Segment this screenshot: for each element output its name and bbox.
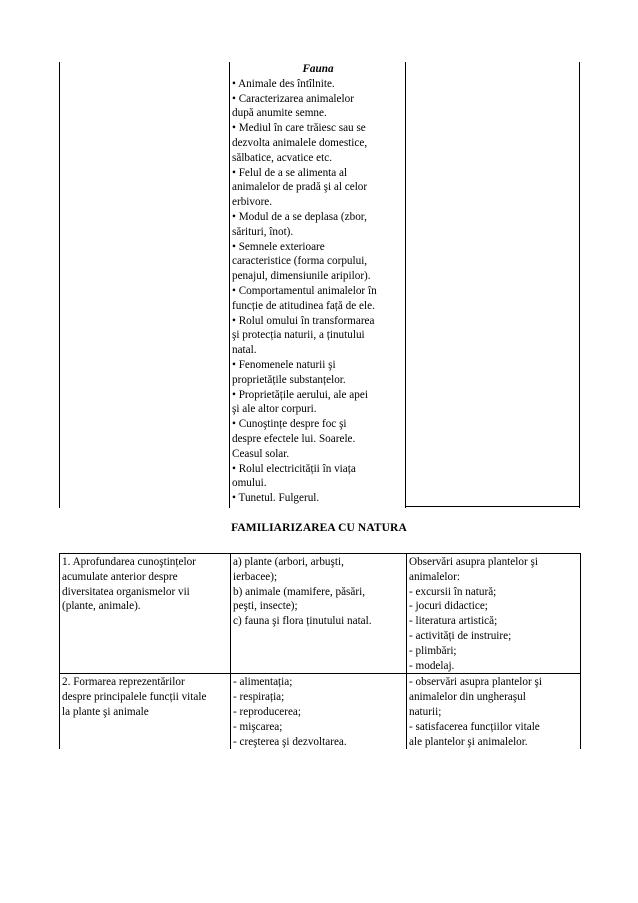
- table-cell-col3: [407, 674, 581, 749]
- cell-line: ale plantelor şi animalelor.: [409, 735, 528, 748]
- fauna-list-line: funcție de atitudinea față de ele.: [232, 299, 375, 312]
- fauna-list-line: dezvolta animalele domestice,: [232, 136, 368, 149]
- fauna-list-line: Ceasul solar.: [232, 447, 290, 460]
- cell-line: - reproducerea;: [233, 705, 302, 718]
- fauna-list-line: animalelor de pradă şi al celor: [232, 181, 368, 194]
- cell-lines: [233, 675, 404, 749]
- cell-line: (plante, animale).: [62, 600, 141, 613]
- fauna-list-line: proprietățile substanțelor.: [232, 373, 346, 386]
- cell-line: naturii;: [409, 705, 442, 718]
- fauna-list-line: • Mediul în care trăiesc sau se: [232, 122, 366, 135]
- fauna-list-line: erbivore.: [232, 196, 273, 209]
- cell-line: a) plante (arbori, arbuşti,: [233, 556, 344, 568]
- table-cell-col3: [407, 554, 581, 674]
- table-cell-col1: [60, 554, 231, 674]
- cell-line: - modelaj.: [409, 659, 455, 672]
- fauna-cell: [232, 62, 404, 506]
- fauna-heading: Fauna: [302, 63, 334, 75]
- fauna-list-line: • Tunetul. Fulgerul.: [232, 492, 320, 505]
- fauna-list-line: • Comportamentul animalelor în: [232, 284, 377, 297]
- cell-line: - literatura artistică;: [409, 615, 498, 628]
- fauna-table-fragment: [59, 62, 580, 508]
- fauna-list-line: • Rolul omului în transformarea: [232, 314, 375, 327]
- fauna-list-line: • Cunoştințe despre foc şi: [232, 418, 347, 431]
- section-title: FAMILIARIZAREA CU NATURA: [231, 522, 407, 534]
- cell-line: despre principalele funcții vitale: [62, 691, 207, 704]
- fauna-list-line: despre efectele lui. Soarele.: [232, 432, 356, 445]
- table-cell-bottom-border: [405, 506, 579, 508]
- fauna-list-line: şi protecția naturii, a ținutului: [232, 329, 365, 342]
- cell-line: - jocuri didactice;: [409, 600, 488, 613]
- cell-lines: [62, 555, 228, 614]
- cell-line: b) animale (mamifere, păsări,: [233, 585, 366, 598]
- table-row: [60, 554, 581, 674]
- cell-line: peşti, insecte);: [233, 600, 298, 613]
- table-border-col2: [229, 62, 230, 508]
- fauna-list-line: • Felul de a se alimenta al: [232, 166, 348, 179]
- fauna-list-line: • Rolul electricității în viața: [232, 462, 356, 475]
- fauna-list-line: sărituri, înot).: [232, 225, 294, 238]
- cell-line: Observări asupra plantelor şi: [409, 556, 538, 568]
- cell-line: diversitatea organismelor vii: [62, 585, 190, 598]
- fauna-list: [232, 77, 404, 506]
- fauna-list-line: • Fenomenele naturii şi: [232, 358, 336, 371]
- fauna-list-line: omului.: [232, 477, 267, 490]
- cell-lines: [233, 555, 404, 629]
- cell-line: - satisfacerea funcțiilor vitale: [409, 720, 540, 733]
- fauna-list-line: sălbatice, acvatice etc.: [232, 151, 332, 164]
- cell-line: animalelor:: [409, 570, 460, 583]
- fauna-list-line: şi ale altor corpuri.: [232, 403, 317, 416]
- cell-lines: [62, 675, 228, 719]
- cell-line: - activități de instruire;: [409, 629, 512, 642]
- cell-line: 2. Formarea reprezentărilor: [62, 676, 185, 689]
- table-border-left: [59, 62, 60, 508]
- fauna-list-line: caracteristice (forma corpului,: [232, 255, 368, 268]
- fauna-list-line: după anumite semne.: [232, 107, 327, 120]
- cell-line: - observări asupra plantelor şi: [409, 676, 542, 689]
- table-border-right: [579, 62, 580, 508]
- cell-line: - mişcarea;: [233, 720, 283, 733]
- cell-line: la plante şi animale: [62, 705, 149, 718]
- cell-line: ierbacee);: [233, 570, 278, 583]
- cell-line: - respirația;: [233, 691, 285, 704]
- table-cell-col2: [231, 674, 407, 749]
- curriculum-table: [59, 553, 581, 749]
- fauna-list-line: • Modul de a se deplasa (zbor,: [232, 210, 367, 223]
- fauna-list-line: • Caracterizarea animalelor: [232, 92, 354, 105]
- fauna-list-line: • Proprietățile aerului, ale apei: [232, 388, 368, 401]
- table-cell-col1: [60, 674, 231, 749]
- fauna-list-line: • Animale des întîlnite.: [232, 77, 335, 90]
- cell-line: acumulate anterior despre: [62, 570, 178, 583]
- fauna-list-line: • Semnele exterioare: [232, 240, 325, 253]
- cell-lines: [409, 555, 578, 673]
- table-border-col3: [405, 62, 406, 508]
- fauna-list-line: penajul, dimensiunile aripilor).: [232, 270, 371, 283]
- table-row: [60, 674, 581, 749]
- table-cell-col2: [231, 554, 407, 674]
- cell-line: - creşterea şi dezvoltarea.: [233, 735, 347, 748]
- cell-line: - alimentația;: [233, 676, 293, 689]
- cell-line: - excursii în natură;: [409, 585, 497, 598]
- cell-line: 1. Aprofundarea cunoştințelor: [62, 556, 196, 568]
- fauna-list-line: natal.: [232, 344, 257, 357]
- cell-lines: [409, 675, 578, 749]
- cell-line: animalelor din ungheraşul: [409, 691, 526, 704]
- cell-line: - plimbări;: [409, 644, 457, 657]
- cell-line: c) fauna şi flora ținutului natal.: [233, 615, 372, 628]
